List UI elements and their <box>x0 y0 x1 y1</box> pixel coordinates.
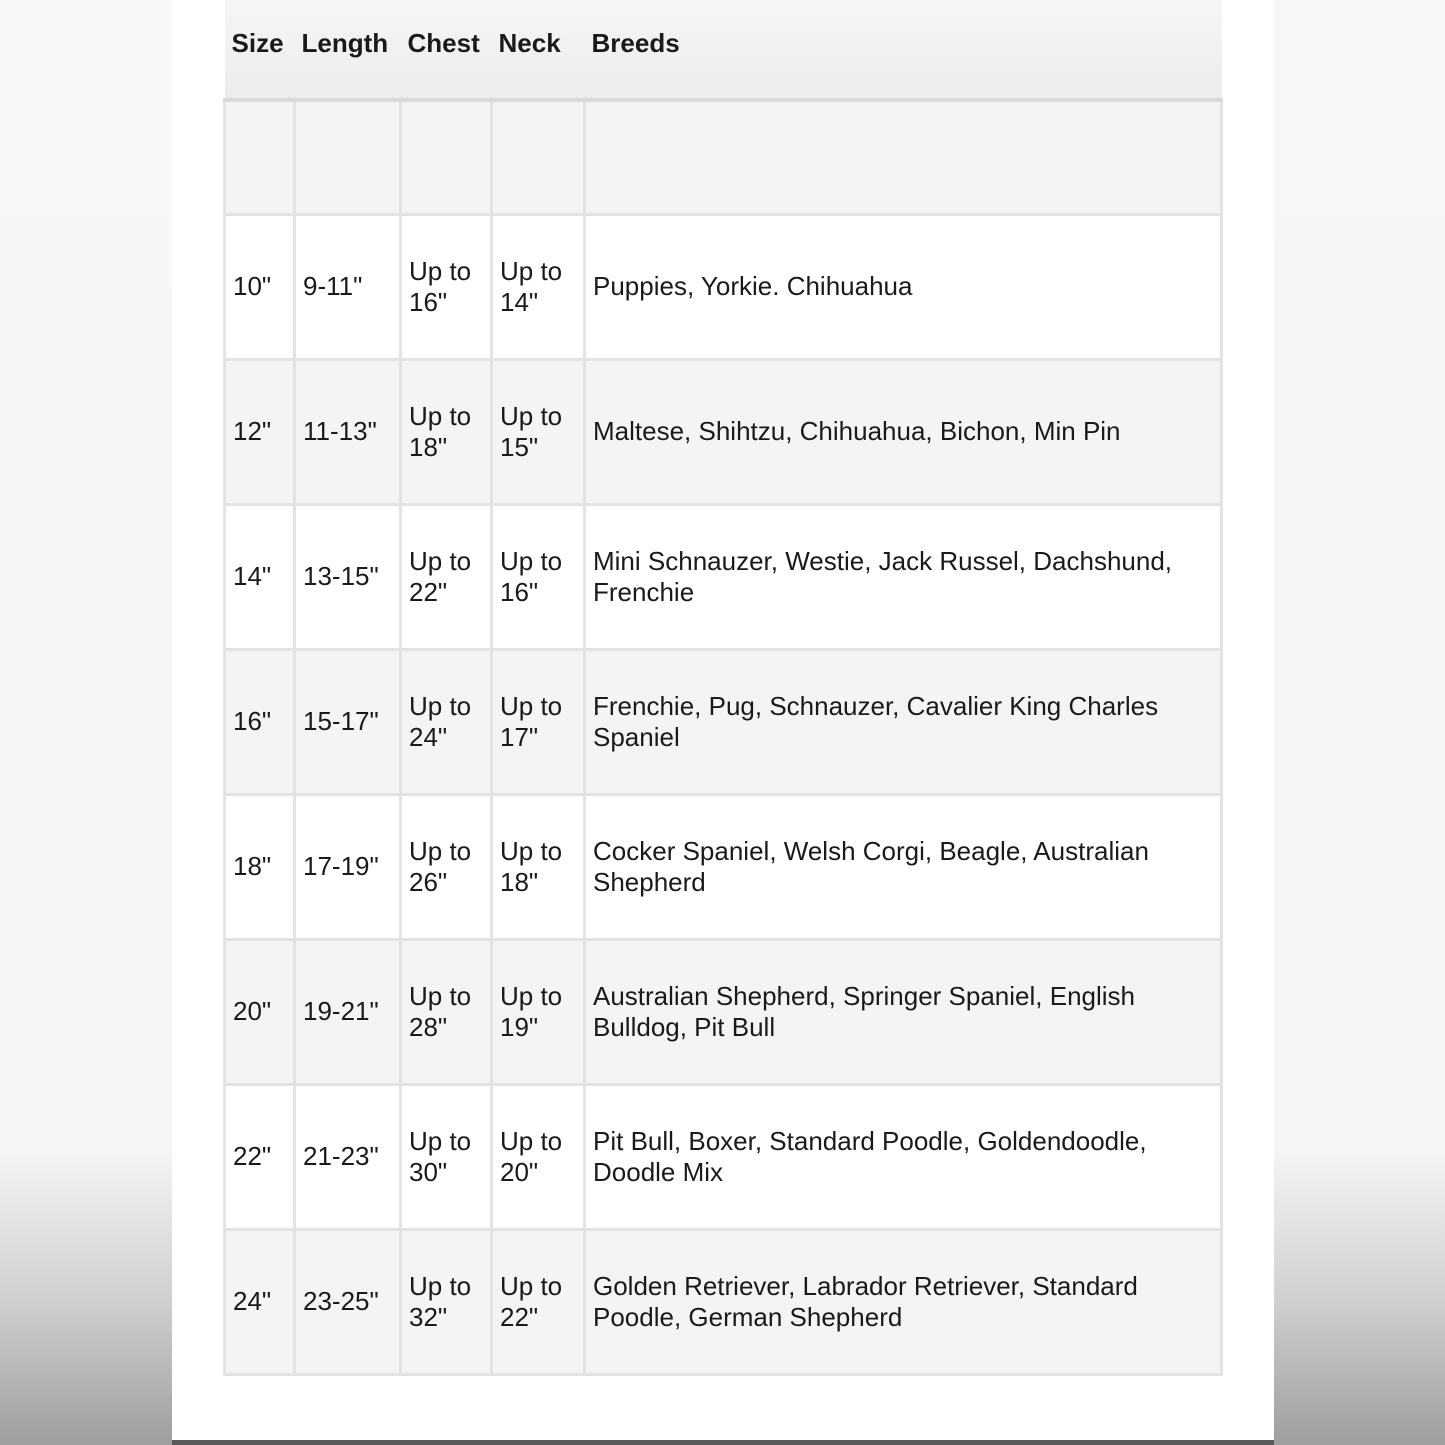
size-cell: 18" <box>225 794 295 939</box>
size-cell: 12" <box>225 359 295 504</box>
size-cell: 16" <box>225 649 295 794</box>
size-cell: 10" <box>225 214 295 359</box>
breeds-cell: Pit Bull, Boxer, Standard Poodle, Goldendoodle, Doodle Mix <box>585 1084 1222 1229</box>
table-row <box>225 359 1222 504</box>
breeds-cell: Puppies, Yorkie. Chihuahua <box>585 214 1222 359</box>
table-row <box>225 794 1222 939</box>
chest-cell: Up to 30" <box>401 1084 492 1229</box>
neck-cell: Up to 20" <box>492 1084 585 1229</box>
table-row <box>225 939 1222 1084</box>
neck-cell: Up to 18" <box>492 794 585 939</box>
breeds-cell: Frenchie, Pug, Schnauzer, Cavalier King Charles Spaniel <box>585 649 1222 794</box>
chest-cell: Up to 26" <box>401 794 492 939</box>
neck-cell: Up to 15" <box>492 359 585 504</box>
empty-cell <box>225 100 295 214</box>
size-cell: 22" <box>225 1084 295 1229</box>
table-row <box>225 1084 1222 1229</box>
length-cell: 17-19" <box>295 794 401 939</box>
size-chart-table <box>223 0 1223 1376</box>
empty-cell <box>295 100 401 214</box>
chest-cell: Up to 22" <box>401 504 492 649</box>
table-row <box>225 1229 1222 1374</box>
length-cell: 21-23" <box>295 1084 401 1229</box>
header-neck: Neck <box>492 0 585 100</box>
size-cell: 14" <box>225 504 295 649</box>
neck-cell: Up to 22" <box>492 1229 585 1374</box>
bottom-edge <box>172 1440 1274 1445</box>
table-row <box>225 214 1222 359</box>
neck-cell: Up to 19" <box>492 939 585 1084</box>
empty-cell <box>401 100 492 214</box>
neck-cell: Up to 16" <box>492 504 585 649</box>
length-cell: 9-11" <box>295 214 401 359</box>
header-chest: Chest <box>401 0 492 100</box>
table-row <box>225 504 1222 649</box>
chest-cell: Up to 24" <box>401 649 492 794</box>
length-cell: 23-25" <box>295 1229 401 1374</box>
empty-cell <box>585 100 1222 214</box>
empty-row <box>225 100 1222 214</box>
length-cell: 13-15" <box>295 504 401 649</box>
chest-cell: Up to 16" <box>401 214 492 359</box>
length-cell: 15-17" <box>295 649 401 794</box>
breeds-cell: Australian Shepherd, Springer Spaniel, English Bulldog, Pit Bull <box>585 939 1222 1084</box>
breeds-cell: Mini Schnauzer, Westie, Jack Russel, Dachshund, Frenchie <box>585 504 1222 649</box>
chest-cell: Up to 28" <box>401 939 492 1084</box>
header-length: Length <box>295 0 401 100</box>
header-size: Size <box>225 0 295 100</box>
breeds-cell: Golden Retriever, Labrador Retriever, Standard Poodle, German Shepherd <box>585 1229 1222 1374</box>
length-cell: 11-13" <box>295 359 401 504</box>
chest-cell: Up to 32" <box>401 1229 492 1374</box>
size-cell: 24" <box>225 1229 295 1374</box>
table-header-row <box>225 0 1222 100</box>
breeds-cell: Cocker Spaniel, Welsh Corgi, Beagle, Australian Shepherd <box>585 794 1222 939</box>
header-breeds: Breeds <box>585 0 1222 100</box>
chest-cell: Up to 18" <box>401 359 492 504</box>
empty-cell <box>492 100 585 214</box>
size-cell: 20" <box>225 939 295 1084</box>
length-cell: 19-21" <box>295 939 401 1084</box>
table-row <box>225 649 1222 794</box>
breeds-cell: Maltese, Shihtzu, Chihuahua, Bichon, Min Pin <box>585 359 1222 504</box>
neck-cell: Up to 14" <box>492 214 585 359</box>
neck-cell: Up to 17" <box>492 649 585 794</box>
